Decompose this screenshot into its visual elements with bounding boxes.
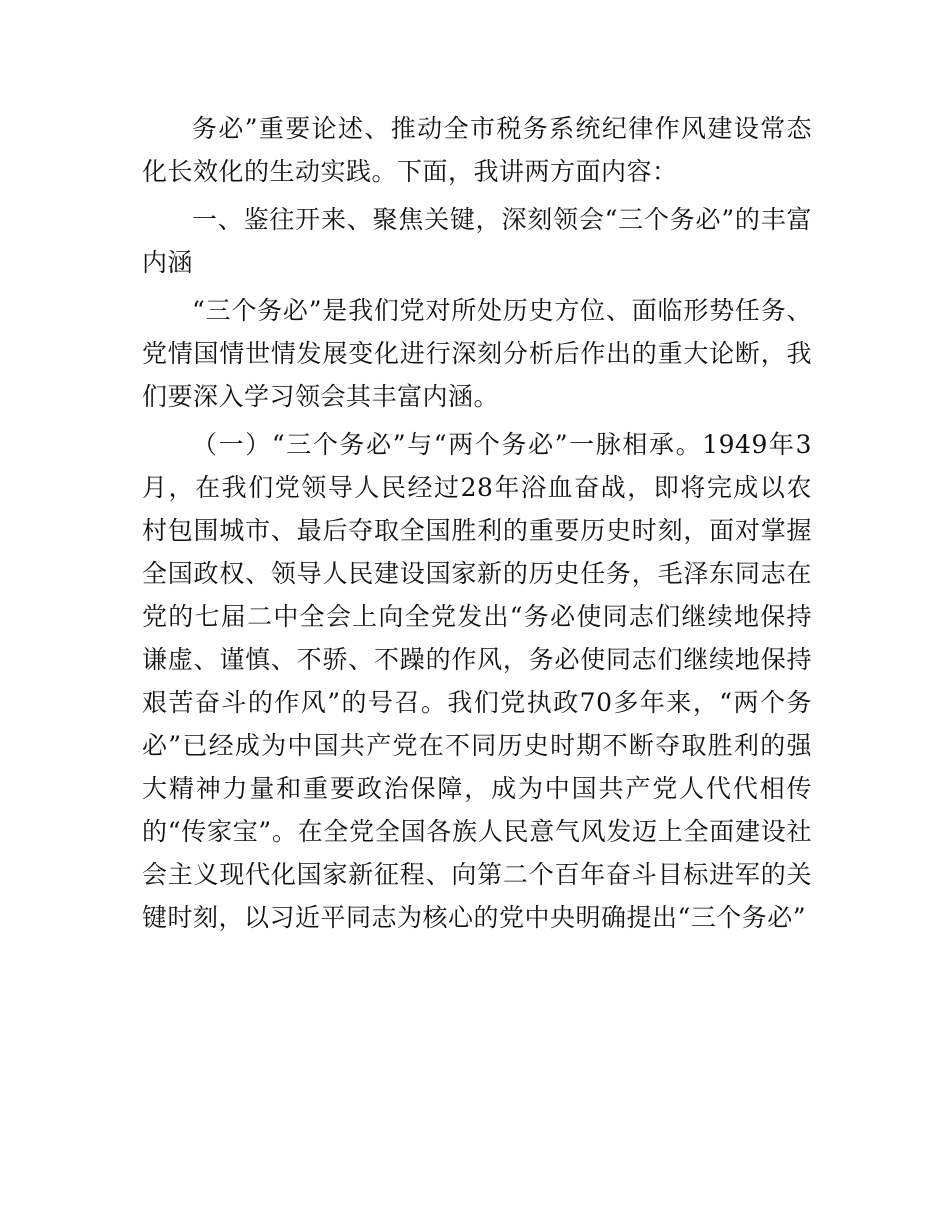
paragraph-intro: 务必”重要论述、推动全市税务系统纪律作风建设常态化长效化的生动实践。下面，我讲两方面内容：	[142, 114, 812, 186]
document-body	[142, 107, 812, 944]
paragraph-subsection-one: （一）“三个务必”与“两个务必”一脉相承。1949年3月，在我们党领导人民经过28年浴血奋战，即将完成以农村包围城市、最后夺取全国胜利的重要历史时刻，面对掌握全国政权、领导人民建设国家新的历史任务，毛泽东同志在党的七届二中全会上向全党发出“务必使同志们继续地保持谦虚、谨慎、不骄、不躁的作风，务必使同志们继续地保持艰苦奋斗的作风”的号召。我们党执政70多年来，“两个务必”已经成为中国共产党在不同历史时期不断夺取胜利的强大精神力量和重要政治保障，成为中国共产党人代代相传的“传家宝”。在全党全国各族人民意气风发迈上全面建设社会主义现代化国家新征程、向第二个百年奋斗目标进军的关键时刻，以习近平同志为核心的党中央明确提出“三个务必”	[142, 430, 812, 932]
section-heading: 一、鉴往开来、聚焦关键，深刻领会“三个务必”的丰富内涵	[142, 205, 812, 277]
paragraph-overview: “三个务必”是我们党对所处历史方位、面临形势任务、党情国情世情发展变化进行深刻分析后作出的重大论断，我们要深入学习领会其丰富内涵。	[142, 296, 812, 411]
